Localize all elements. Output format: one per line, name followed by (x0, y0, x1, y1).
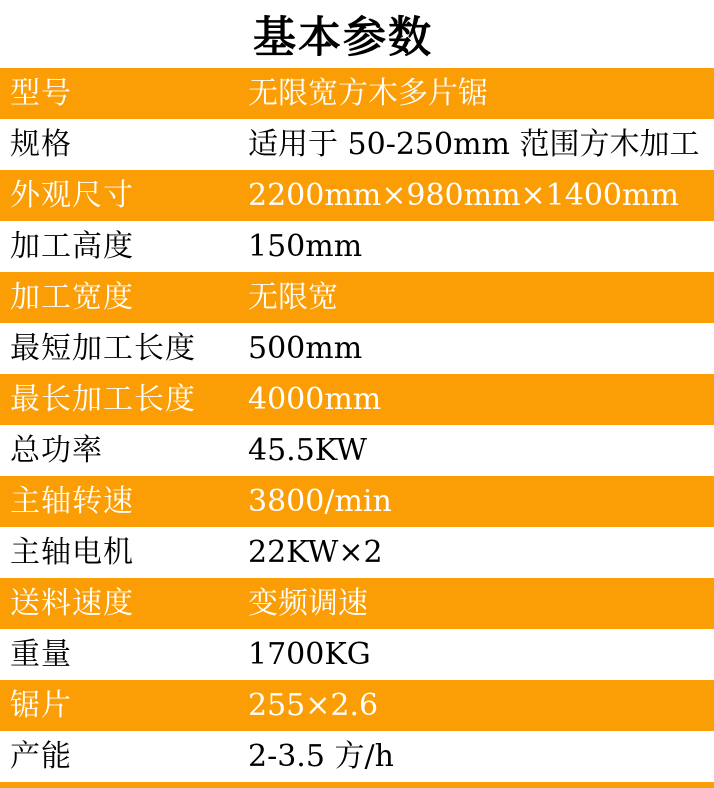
row-value: 适用于 50-250mm 范围方木加工 (248, 126, 700, 162)
row-value: 无限宽方木多片锯 (248, 75, 488, 111)
bottom-accent-strip (0, 782, 714, 788)
row-label: 产能 (10, 738, 72, 774)
table-row (0, 119, 714, 170)
row-value: 255×2.6 (248, 687, 379, 723)
row-value: 150mm (248, 228, 363, 264)
row-label: 锯片 (10, 687, 72, 723)
row-label: 重量 (10, 636, 72, 672)
table-row (0, 323, 714, 374)
table-row (0, 221, 714, 272)
table-row (0, 680, 714, 731)
row-label: 最短加工长度 (10, 330, 196, 366)
row-label: 外观尺寸 (10, 177, 134, 213)
row-label: 主轴电机 (10, 534, 134, 570)
table-row (0, 578, 714, 629)
row-value: 2-3.5 方/h (248, 738, 394, 774)
row-value: 无限宽 (248, 279, 338, 315)
row-label: 主轴转速 (10, 483, 134, 519)
table-row (0, 374, 714, 425)
row-value: 500mm (248, 330, 363, 366)
table-row (0, 527, 714, 578)
table-row (0, 68, 714, 119)
row-value: 1700KG (248, 636, 371, 672)
table-row (0, 425, 714, 476)
row-value: 22KW×2 (248, 534, 383, 570)
row-label: 总功率 (10, 432, 103, 468)
row-label: 加工宽度 (10, 279, 134, 315)
row-value: 45.5KW (248, 432, 367, 468)
table-row (0, 731, 714, 782)
row-value: 4000mm (248, 381, 382, 417)
row-label: 最长加工长度 (10, 381, 196, 417)
table-row (0, 476, 714, 527)
table-row (0, 170, 714, 221)
table-row (0, 272, 714, 323)
row-label: 送料速度 (10, 585, 134, 621)
row-value: 3800/min (248, 483, 392, 519)
row-value: 2200mm×980mm×1400mm (248, 177, 679, 213)
row-label: 规格 (10, 126, 72, 162)
title-bar (0, 0, 714, 68)
page-title: 基本参数 (253, 12, 433, 63)
row-value: 变频调速 (248, 585, 368, 621)
row-label: 型号 (10, 75, 72, 111)
row-label: 加工高度 (10, 228, 134, 264)
spec-table (0, 68, 714, 782)
table-row (0, 629, 714, 680)
